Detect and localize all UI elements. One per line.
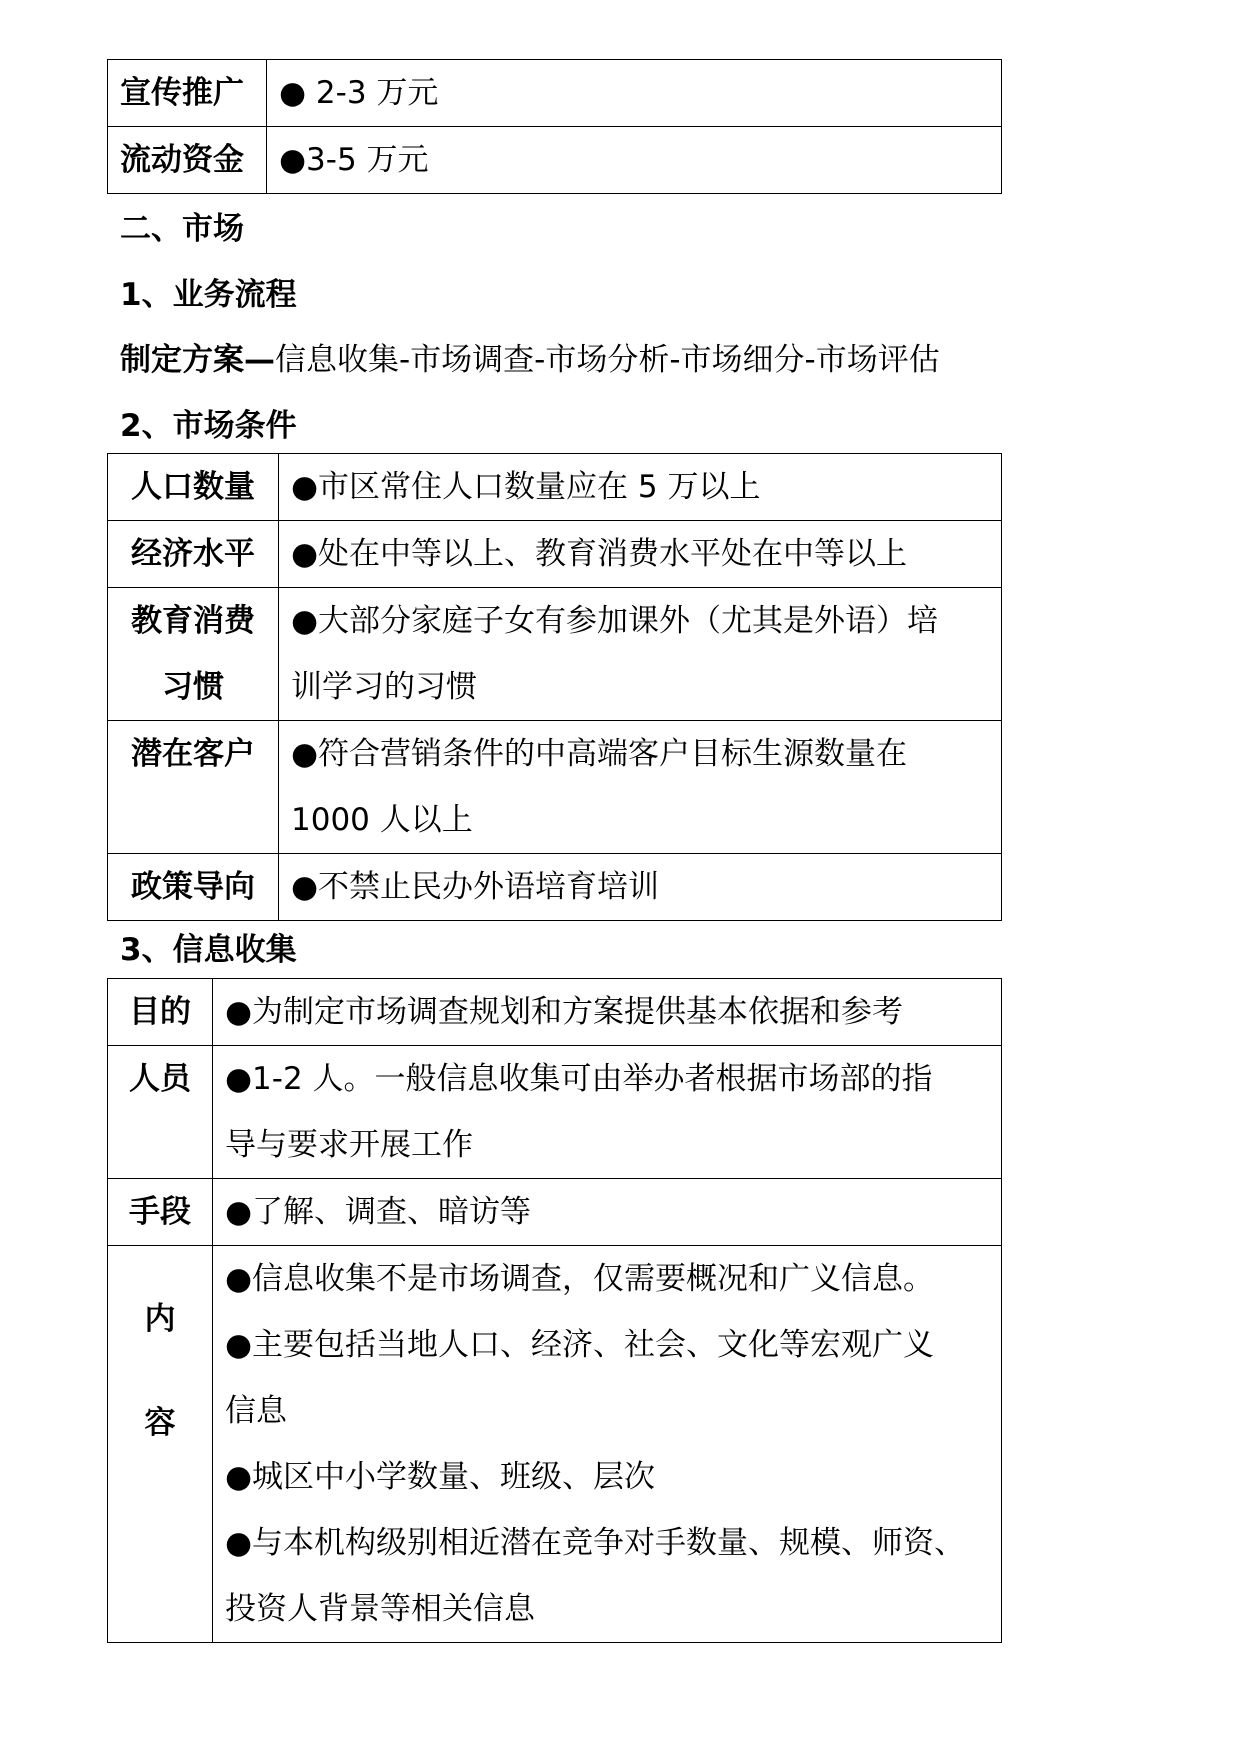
table-row (108, 454, 1002, 521)
value-line: ●大部分家庭子女有参加课外（尤其是外语）培 (291, 603, 939, 639)
row-value (213, 1046, 1002, 1179)
row-value (279, 588, 1002, 721)
value-line: ●与本机构级别相近潜在竞争对手数量、规模、师资、 (225, 1525, 966, 1561)
row-value (213, 1179, 1002, 1246)
subsection-heading: 3、信息收集 (120, 932, 297, 968)
value-line: 导与要求开展工作 (225, 1127, 473, 1163)
label-line: 内 (144, 1301, 176, 1337)
table-row (108, 60, 1002, 127)
row-value (213, 1246, 1002, 1643)
value-line: ●了解、调查、暗访等 (225, 1194, 532, 1230)
section-heading: 二、市场 (120, 211, 244, 247)
value-line: 1000 人以上 (291, 802, 473, 838)
value-line: ●城区中小学数量、班级、层次 (225, 1459, 656, 1495)
row-label: 人口数量 (108, 454, 279, 521)
row-label: 政策导向 (108, 854, 279, 921)
value-line: ●信息收集不是市场调查，仅需要概况和广义信息。 (225, 1261, 935, 1297)
row-value (279, 721, 1002, 854)
value-line: ●为制定市场调查规划和方案提供基本依据和参考 (225, 994, 904, 1030)
value-line: 信息 (225, 1393, 287, 1429)
subsection-heading: 2、市场条件 (120, 408, 297, 444)
row-value (213, 979, 1002, 1046)
row-label: 潜在客户 (108, 721, 279, 854)
value-line: ●处在中等以上、教育消费水平处在中等以上 (291, 536, 908, 572)
market-conditions-table (107, 453, 1002, 921)
table-row (108, 1179, 1002, 1246)
value-line: ●符合营销条件的中高端客户目标生源数量在 (291, 736, 908, 772)
table-row (108, 1246, 1002, 1643)
row-label: 流动资金 (108, 127, 267, 194)
table-row (108, 521, 1002, 588)
table-row (108, 588, 1002, 721)
row-value (279, 854, 1002, 921)
table-row (108, 127, 1002, 194)
info-collection-table (107, 978, 1002, 1643)
value-line: 训学习的习惯 (291, 669, 477, 705)
row-label (108, 588, 279, 721)
value-line: ●市区常住人口数量应在 5 万以上 (291, 469, 761, 505)
row-value: ● 2-3 万元 (267, 60, 1002, 127)
row-label: 目的 (108, 979, 213, 1046)
row-value (279, 521, 1002, 588)
row-label: 宣传推广 (108, 60, 267, 127)
table-row (108, 1046, 1002, 1179)
row-label: 人员 (108, 1046, 213, 1179)
label-line: 容 (144, 1405, 176, 1441)
row-label: 手段 (108, 1179, 213, 1246)
row-label: 经济水平 (108, 521, 279, 588)
row-value (279, 454, 1002, 521)
value-line: ●不禁止民办外语培育培训 (291, 869, 660, 905)
flow-steps: 信息收集-市场调查-市场分析-市场细分-市场评估 (275, 342, 940, 378)
table-row (108, 979, 1002, 1046)
process-flow (120, 327, 940, 393)
subsection-heading: 1、业务流程 (120, 277, 297, 313)
table-row (108, 854, 1002, 921)
value-line: ●主要包括当地人口、经济、社会、文化等宏观广义 (225, 1327, 935, 1363)
value-line: ●1-2 人。一般信息收集可由举办者根据市场部的指 (225, 1061, 933, 1097)
value-line: 投资人背景等相关信息 (225, 1591, 535, 1627)
flow-start: 制定方案— (120, 342, 275, 378)
label-line: 教育消费 (131, 603, 255, 639)
budget-table (107, 59, 1002, 194)
label-line: 习惯 (162, 669, 224, 705)
table-row (108, 721, 1002, 854)
row-value: ●3-5 万元 (267, 127, 1002, 194)
row-label (108, 1246, 213, 1643)
